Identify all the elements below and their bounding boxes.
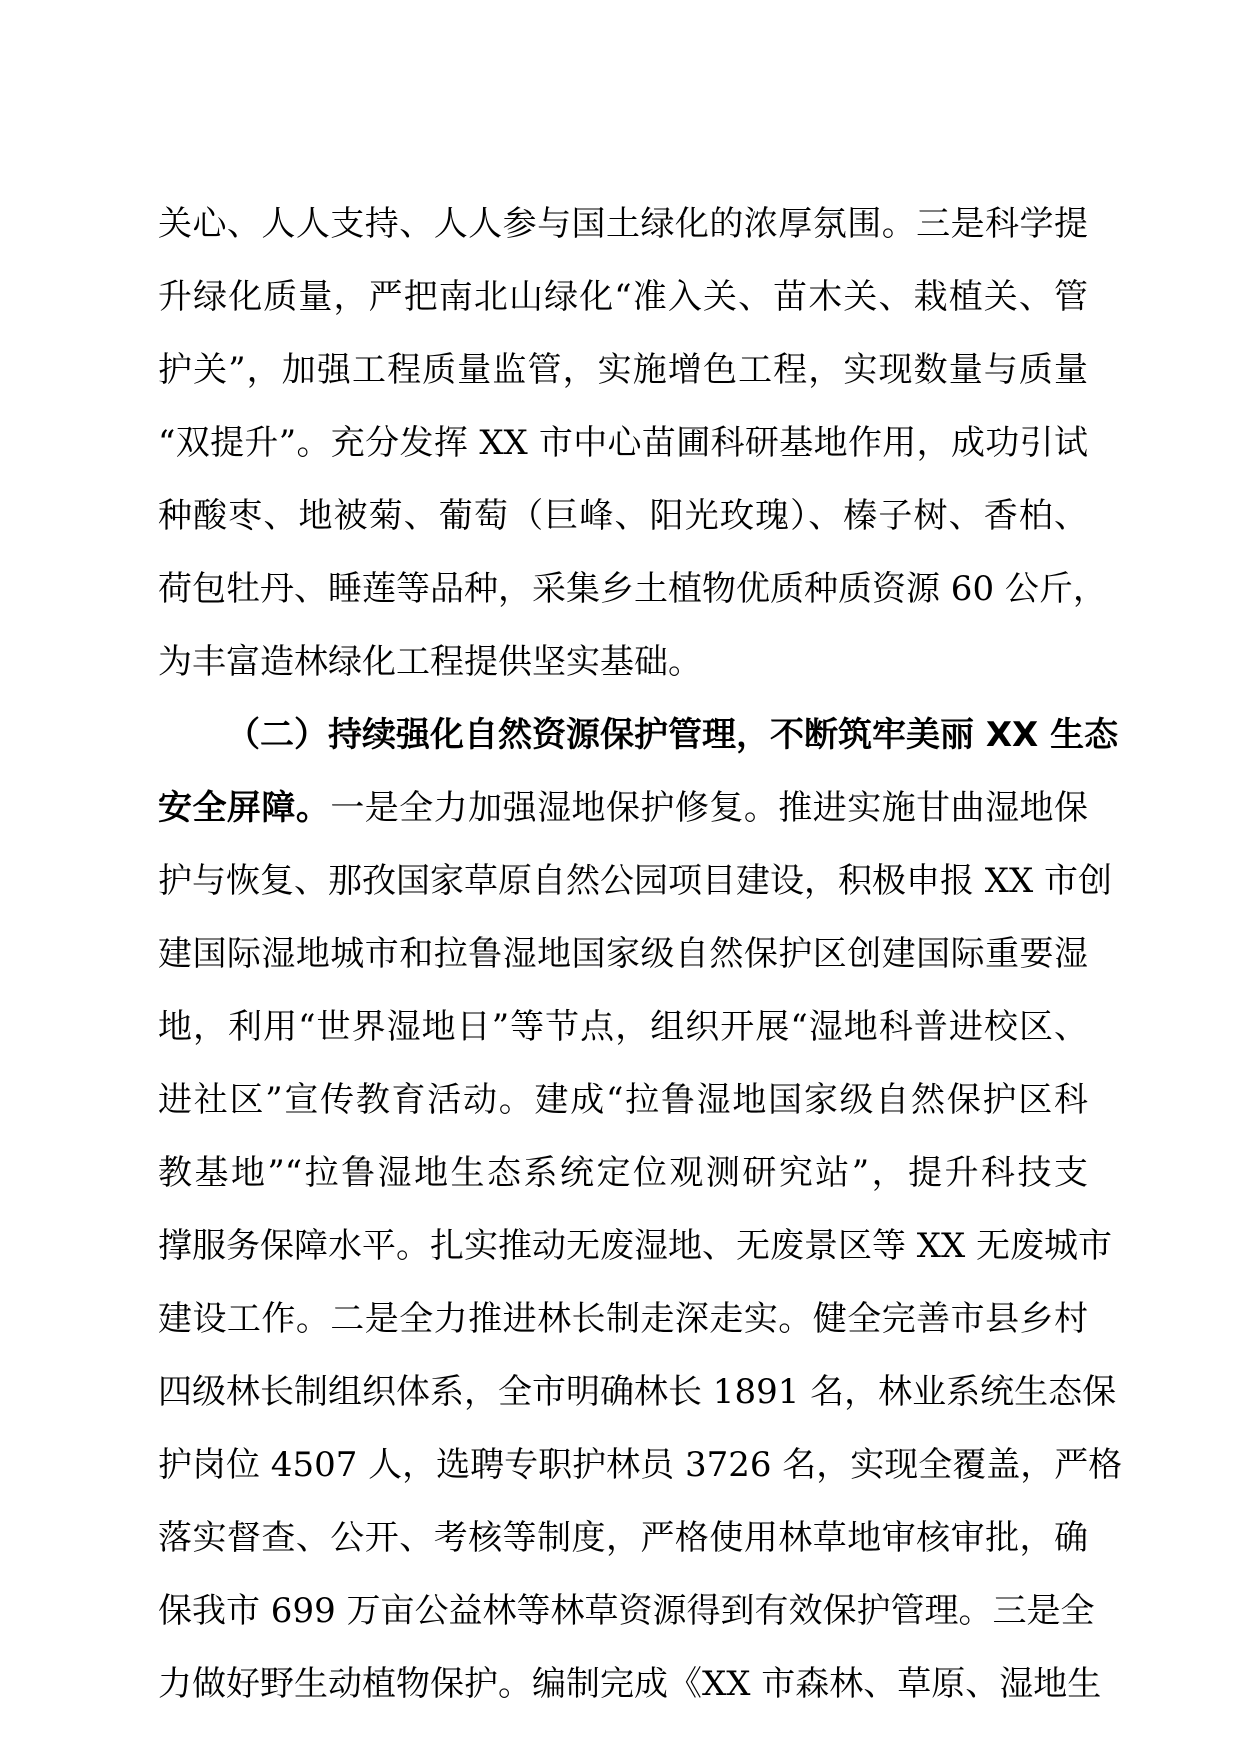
section-heading-end: 安全屏障。 [158,788,331,828]
text-line: 护岗位 4507 人，选聘专职护林员 3726 名，实现全覆盖，严格 [158,1445,1123,1485]
text-line: 护关”，加强工程质量监管，实施增色工程，实现数量与质量 [158,350,1088,390]
text-line: 保我市 699 万亩公益林等林草资源得到有效保护管理。三是全 [158,1591,1095,1631]
text-line: 荷包牡丹、睡莲等品种，采集乡土植物优质种质资源 60 公斤， [158,569,1107,609]
body-text [158,188,1123,1721]
section-heading: （二）持续强化自然资源保护管理，不断筑牢美丽 XX 生态 [226,715,1119,755]
text-line: 关心、人人支持、人人参与国土绿化的浓厚氛围。三是科学提 [158,204,1088,244]
text-span: 一是全力加强湿地保护修复。推进实施甘曲湿地保 [330,788,1089,828]
text-line: 建国际湿地城市和拉鲁湿地国家级自然保护区创建国际重要湿 [158,934,1088,974]
text-line: 建设工作。二是全力推进林长制走深走实。健全完善市县乡村 [158,1299,1088,1339]
text-line: 撑服务保障水平。扎实推动无废湿地、无废景区等 XX 无废城市 [158,1226,1113,1266]
text-line: 护与恢复、那孜国家草原自然公园项目建设，积极申报 XX 市创 [158,861,1113,901]
text-line: 四级林长制组织体系，全市明确林长 1891 名，林业系统生态保 [158,1372,1117,1412]
text-line: 进社区”宣传教育活动。建成“拉鲁湿地国家级自然保护区科 [158,1080,1088,1120]
text-line: 种酸枣、地被菊、葡萄（巨峰、阳光玫瑰）、榛子树、香柏、 [158,496,1088,536]
text-line [158,772,1088,845]
text-line: 落实督查、公开、考核等制度，严格使用林草地审核审批，确 [158,1518,1088,1558]
text-line: 力做好野生动植物保护。编制完成《XX 市森林、草原、湿地生 [158,1664,1102,1704]
text-line: “双提升”。充分发挥 XX 市中心苗圃科研基地作用，成功引试 [158,423,1088,463]
text-line: 为丰富造林绿化工程提供坚实基础。 [158,642,702,682]
text-line: 地，利用“世界湿地日”等节点，组织开展“湿地科普进校区、 [158,1007,1088,1047]
text-line: 升绿化质量，严把南北山绿化“准入关、苗木关、栽植关、管 [158,277,1088,317]
text-line: 教基地”“拉鲁湿地生态系统定位观测研究站”，提升科技支 [158,1153,1088,1193]
